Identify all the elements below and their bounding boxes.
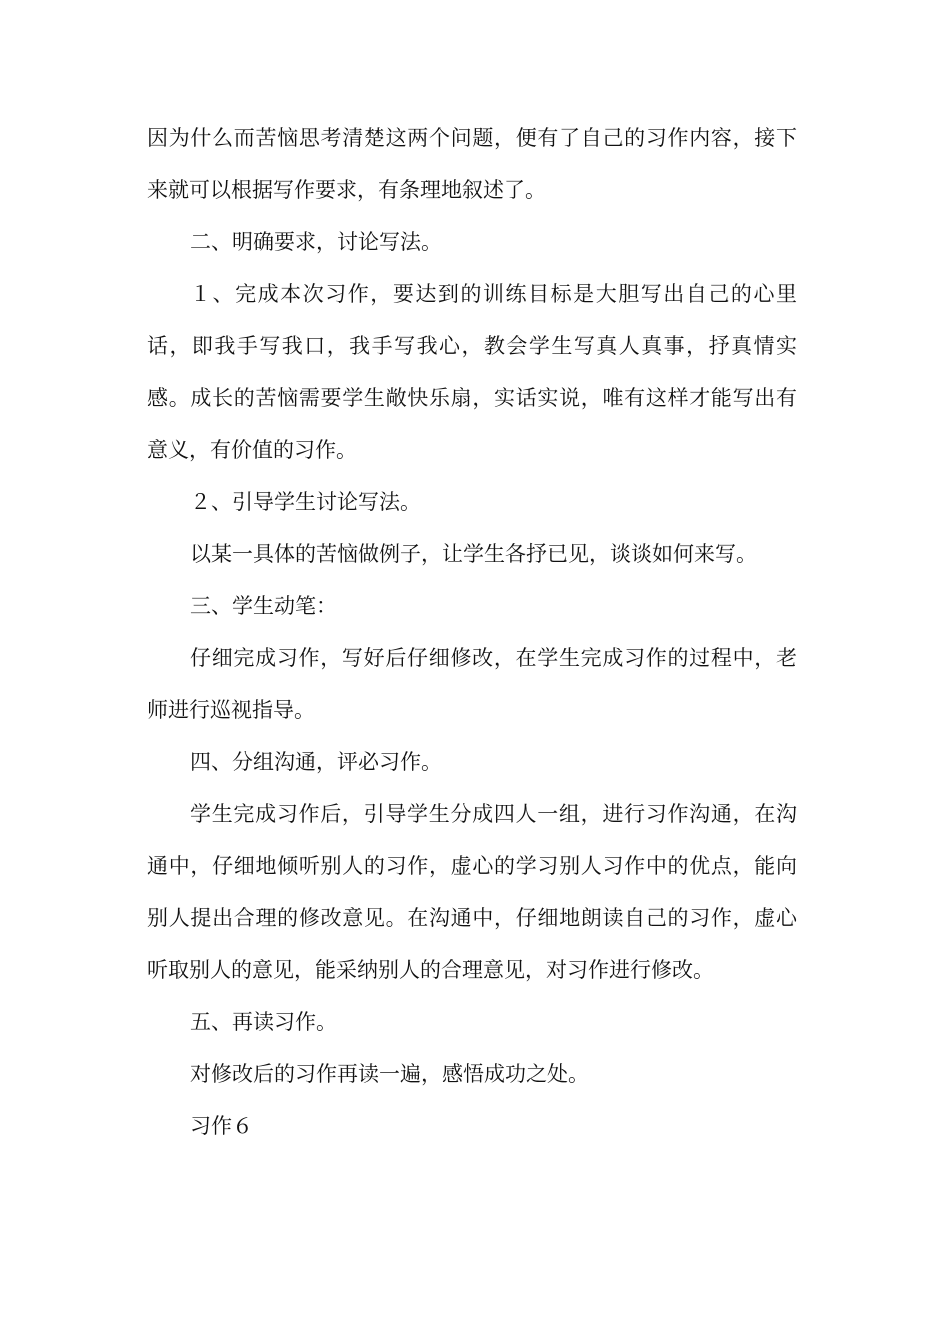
section-heading-5: 五、再读习作。 (190, 1010, 337, 1034)
section-heading-2: 二、明确要求，讨论写法。 (190, 230, 442, 254)
paragraph-reread: 对修改后的习作再读一遍，感悟成功之处。 (190, 1062, 589, 1086)
section-title-composition-6: 习作６ (190, 1114, 253, 1138)
section-heading-4: 四、分组沟通，评必习作。 (190, 750, 442, 774)
paragraph-group-discussion: 学生完成习作后，引导学生分成四人一组，进行习作沟通，在沟通中，仔细地倾听别人的习作，虚心的学习别人习作中的优点，能向别人提出合理的修改意见。在沟通中，仔细地朗读自己的习作，虚心听取别人的意见，能采纳别人的合理意见，对习作进行修改。 (147, 802, 797, 982)
paragraph-continuation: 因为什么而苦恼思考清楚这两个问题，便有了自己的习作内容，接下来就可以根据写作要求，有条理地叙述了。 (147, 126, 797, 202)
document-body (147, 112, 797, 1152)
paragraph-writing: 仔细完成习作，写好后仔细修改，在学生完成习作的过程中，老师进行巡视指导。 (147, 646, 797, 722)
paragraph-item-1: １、完成本次习作，要达到的训练目标是大胆写出自己的心里话，即我手写我口，我手写我心，教会学生写真人真事，抒真情实感。成长的苦恼需要学生敞快乐扇，实话实说，唯有这样才能写出有意义，有价值的习作。 (147, 282, 797, 462)
paragraph-example: 以某一具体的苦恼做例子，让学生各抒已见，谈谈如何来写。 (190, 542, 757, 566)
paragraph-item-2: ２、引导学生讨论写法。 (190, 490, 421, 514)
section-heading-3: 三、学生动笔： (190, 594, 337, 618)
